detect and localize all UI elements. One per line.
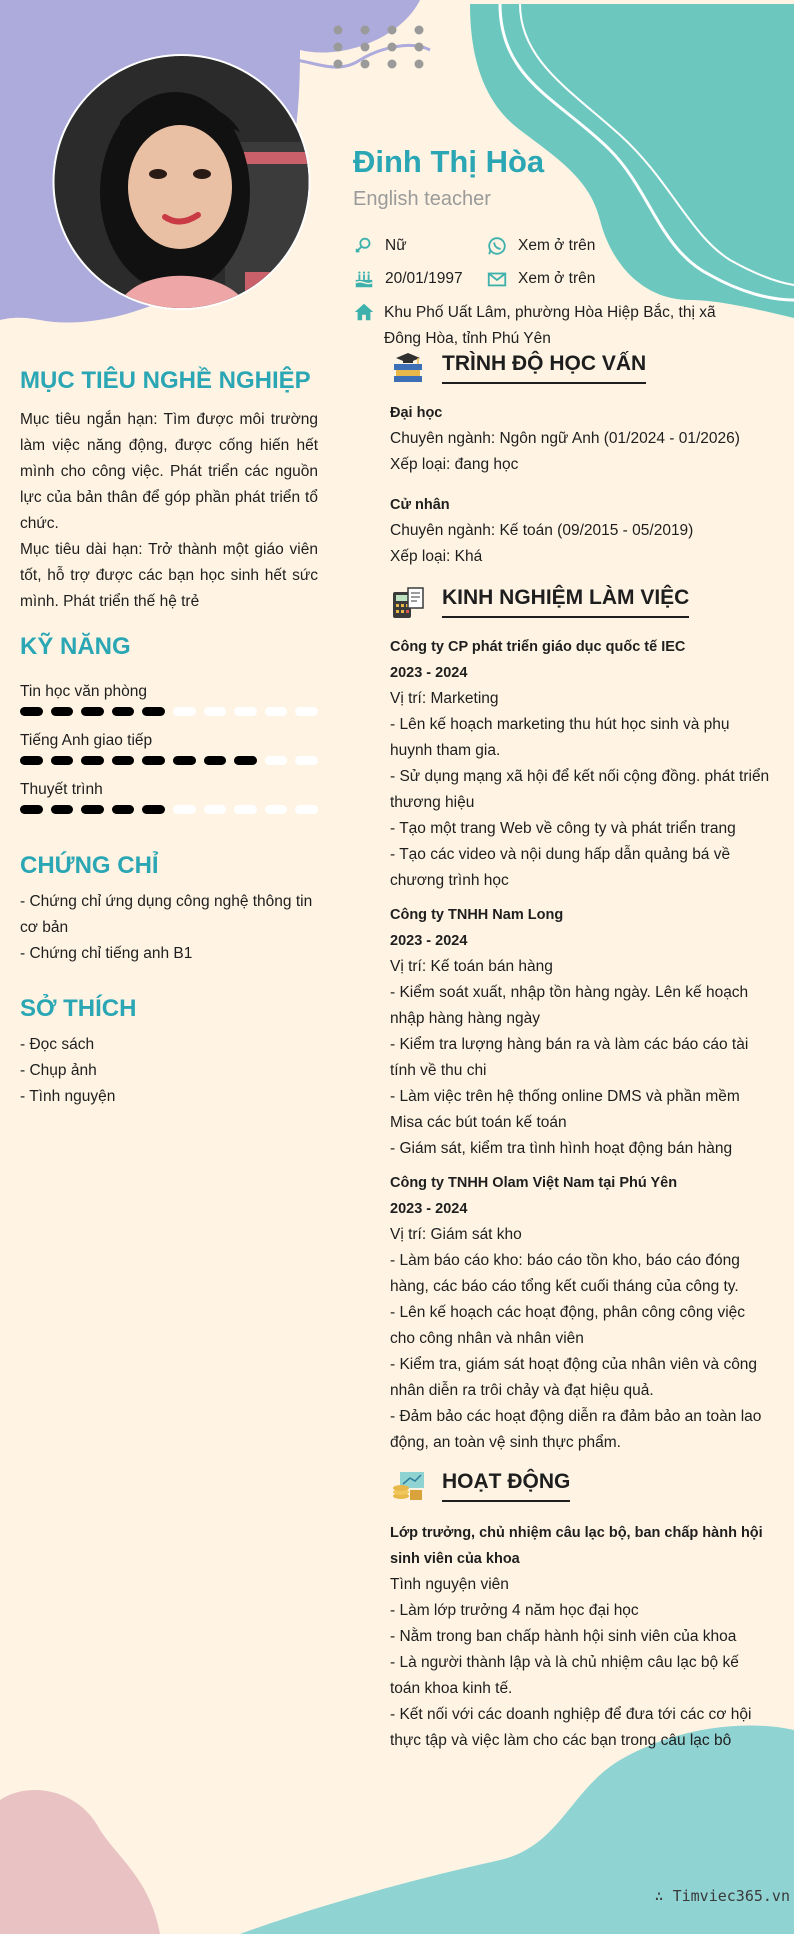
skill-level-segment — [204, 756, 227, 765]
skill-level-segment — [204, 707, 227, 716]
activities-block — [390, 1520, 770, 1754]
left-column — [20, 367, 318, 1110]
skill-level-segment — [51, 707, 74, 716]
gender-row — [353, 235, 407, 257]
skill-level-segment — [51, 756, 74, 765]
email-row — [486, 268, 595, 290]
skill-level-segment — [173, 707, 196, 716]
skill-row — [20, 683, 318, 716]
education-list — [390, 400, 770, 570]
experience-item — [390, 634, 770, 894]
phone-row — [486, 235, 595, 257]
experience-duty: - Sử dụng mạng xã hội để kết nối cộng đồng. phát triển thương hiệu — [390, 768, 770, 811]
skill-level-segment — [295, 805, 318, 814]
address-line-2: Đông Hòa, tỉnh Phú Yên — [384, 330, 551, 347]
skill-level-segment — [20, 707, 43, 716]
right-column — [390, 350, 770, 1754]
gender-value: Nữ — [385, 237, 407, 254]
activity-role: Tình nguyện viên — [390, 1576, 509, 1593]
skill-level-segment — [20, 805, 43, 814]
skill-level-segment — [81, 805, 104, 814]
email-value[interactable]: Xem ở trên — [518, 270, 596, 287]
certificates-heading: CHỨNG CHỈ — [20, 852, 159, 879]
address-row — [353, 300, 723, 352]
books-icon — [390, 350, 426, 386]
skill-level-segment — [142, 707, 165, 716]
experience-period: 2023 - 2024 — [390, 1201, 468, 1217]
coins-icon — [390, 1468, 426, 1504]
birthday-cake-icon — [353, 268, 375, 290]
experience-company: Công ty TNHH Nam Long — [390, 907, 564, 923]
experience-duty: - Kiểm tra, giám sát hoạt động của nhân viên và công nhân diễn ra trôi chảy và đạt hiệu quả. — [390, 1356, 758, 1399]
skill-label: Thuyết trình — [20, 781, 103, 798]
address-line-1: Khu Phố Uất Lâm, phường Hòa Hiệp Bắc, thị xã — [384, 304, 716, 321]
education-major: Chuyên ngành: Ngôn ngữ Anh (01/2024 - 01/2026) — [390, 430, 740, 447]
skill-level-segment — [173, 805, 196, 814]
experience-position: Vị trí: Giám sát kho — [390, 1226, 522, 1243]
experience-company: Công ty TNHH Olam Việt Nam tại Phú Yên — [390, 1175, 678, 1191]
skill-level-segment — [234, 756, 257, 765]
skill-level-segment — [81, 707, 104, 716]
education-major: Chuyên ngành: Kế toán (09/2015 - 05/2019) — [390, 522, 694, 539]
skill-level-segment — [295, 756, 318, 765]
activity-item: - Nằm trong ban chấp hành hội sinh viên của khoa — [390, 1628, 737, 1645]
candidate-name: Đinh Thị Hòa — [353, 144, 545, 179]
education-item — [390, 400, 770, 478]
envelope-icon — [486, 268, 508, 290]
watermark: ∴ Timviec365.vn — [654, 1887, 790, 1905]
skill-level-segment — [142, 805, 165, 814]
experience-duty: - Tạo một trang Web về công ty và phát triển trang — [390, 820, 736, 837]
experience-duty: - Làm báo cáo kho: báo cáo tồn kho, báo cáo đóng hàng, các báo cáo tổng kết cuối tháng của công ty. — [390, 1252, 740, 1295]
activity-item: - Làm lớp trưởng 4 năm học đại học — [390, 1602, 639, 1619]
skill-level-segment — [234, 805, 257, 814]
skill-level-segment — [234, 707, 257, 716]
skill-level-segment — [112, 805, 135, 814]
experience-position: Vị trí: Kế toán bán hàng — [390, 958, 553, 975]
skill-label: Tin học văn phòng — [20, 683, 147, 700]
skill-level-segment — [204, 805, 227, 814]
activity-item: - Kết nối với các doanh nghiệp để đưa tới các cơ hội thực tập và việc làm cho các bạn trong câu lạc bô — [390, 1706, 752, 1749]
experience-position: Vị trí: Marketing — [390, 690, 499, 707]
experience-duty: - Kiểm tra lượng hàng bán ra và làm các báo cáo tài tính về thu chi — [390, 1036, 749, 1079]
calculator-icon — [390, 584, 426, 620]
hobbies-heading: SỞ THÍCH — [20, 995, 137, 1022]
skill-level-segment — [265, 805, 288, 814]
skill-level-segment — [20, 756, 43, 765]
skill-level-segment — [142, 756, 165, 765]
skill-level-segment — [112, 707, 135, 716]
experience-item — [390, 902, 770, 1162]
skill-level-segment — [81, 756, 104, 765]
skill-level-bar — [20, 805, 318, 814]
activities-heading: HOẠT ĐỘNG — [442, 1470, 570, 1502]
avatar — [50, 52, 313, 312]
experience-duty: - Tạo các video và nội dung hấp dẫn quảng bá về chương trình học — [390, 846, 731, 889]
certificate-item: - Chứng chỉ tiếng anh B1 — [20, 945, 193, 962]
experience-company: Công ty CP phát triển giáo dục quốc tế IEC — [390, 639, 686, 655]
gender-icon — [353, 235, 375, 257]
experience-duty: - Kiểm soát xuất, nhập tồn hàng ngày. Lên kế hoạch nhập hàng hàng ngày — [390, 984, 749, 1027]
experience-duty: - Lên kế hoạch marketing thu hút học sinh và phụ huynh tham gia. — [390, 716, 730, 759]
experience-duty: - Lên kế hoạch các hoạt động, phân công công việc cho công nhân và nhân viên — [390, 1304, 746, 1347]
skills-heading: KỸ NĂNG — [20, 633, 131, 660]
skill-row — [20, 781, 318, 814]
education-item — [390, 492, 770, 570]
experience-period: 2023 - 2024 — [390, 665, 468, 681]
hobby-item: - Chụp ảnh — [20, 1062, 97, 1079]
education-degree: Cử nhân — [390, 497, 450, 513]
birthday-row — [353, 268, 463, 290]
objective-heading: MỤC TIÊU NGHỀ NGHIỆP — [20, 367, 311, 394]
skill-level-segment — [112, 756, 135, 765]
experience-duty: - Giám sát, kiểm tra tình hình hoạt động bán hàng — [390, 1140, 733, 1157]
education-header — [390, 350, 770, 386]
experience-heading: KINH NGHIỆM LÀM VIỆC — [442, 586, 689, 618]
experience-duty: - Làm việc trên hệ thống online DMS và phần mềm Misa các bút toán kế toán — [390, 1088, 740, 1131]
education-degree: Đại học — [390, 405, 443, 421]
education-grade: Xếp loại: Khá — [390, 548, 483, 565]
certificates-list — [20, 889, 318, 967]
hobby-item: - Đọc sách — [20, 1036, 95, 1053]
experience-item — [390, 1170, 770, 1456]
objective-short-term: Mục tiêu ngắn hạn: Tìm được môi trường làm việc năng động, được cống hiến hết mình cho công việc. Phát triển các nguồn lực của bản thân để góp phần phát triển tổ chức. — [20, 411, 318, 532]
birthday-value: 20/01/1997 — [385, 270, 463, 287]
skill-level-segment — [265, 756, 288, 765]
skill-level-segment — [265, 707, 288, 716]
education-grade: Xếp loại: đang học — [390, 456, 519, 473]
skill-label: Tiếng Anh giao tiếp — [20, 732, 153, 749]
skill-level-segment — [51, 805, 74, 814]
skill-row — [20, 732, 318, 765]
skill-level-segment — [173, 756, 196, 765]
activities-header — [390, 1468, 770, 1504]
phone-icon — [486, 235, 508, 257]
hobby-item: - Tình nguyện — [20, 1088, 116, 1105]
hobbies-list — [20, 1032, 318, 1110]
certificate-item: - Chứng chỉ ứng dụng công nghệ thông tin cơ bản — [20, 893, 313, 936]
skill-level-segment — [295, 707, 318, 716]
home-icon — [353, 301, 375, 323]
skill-level-bar — [20, 707, 318, 716]
activity-title: Lớp trưởng, chủ nhiệm câu lạc bộ, ban chấp hành hội sinh viên của khoa — [390, 1525, 763, 1567]
experience-header — [390, 584, 770, 620]
experience-duty: - Đảm bảo các hoạt động diễn ra đảm bảo an toàn lao động, an toàn vệ sinh thực phẩm. — [390, 1408, 762, 1451]
education-heading: TRÌNH ĐỘ HỌC VẤN — [442, 352, 646, 384]
experience-list — [390, 634, 770, 1456]
objective-long-term: Mục tiêu dài hạn: Trở thành một giáo viên tốt, hỗ trợ được các bạn học sinh hết sức mình. Phát triển thế hệ trẻ — [20, 541, 318, 610]
skill-level-bar — [20, 756, 318, 765]
experience-period: 2023 - 2024 — [390, 933, 468, 949]
skills-list — [20, 683, 318, 814]
activity-item: - Là người thành lập và là chủ nhiệm câu lạc bộ kế toán khoa kinh tế. — [390, 1654, 739, 1697]
phone-value[interactable]: Xem ở trên — [518, 237, 596, 254]
candidate-title: English teacher — [353, 188, 491, 210]
